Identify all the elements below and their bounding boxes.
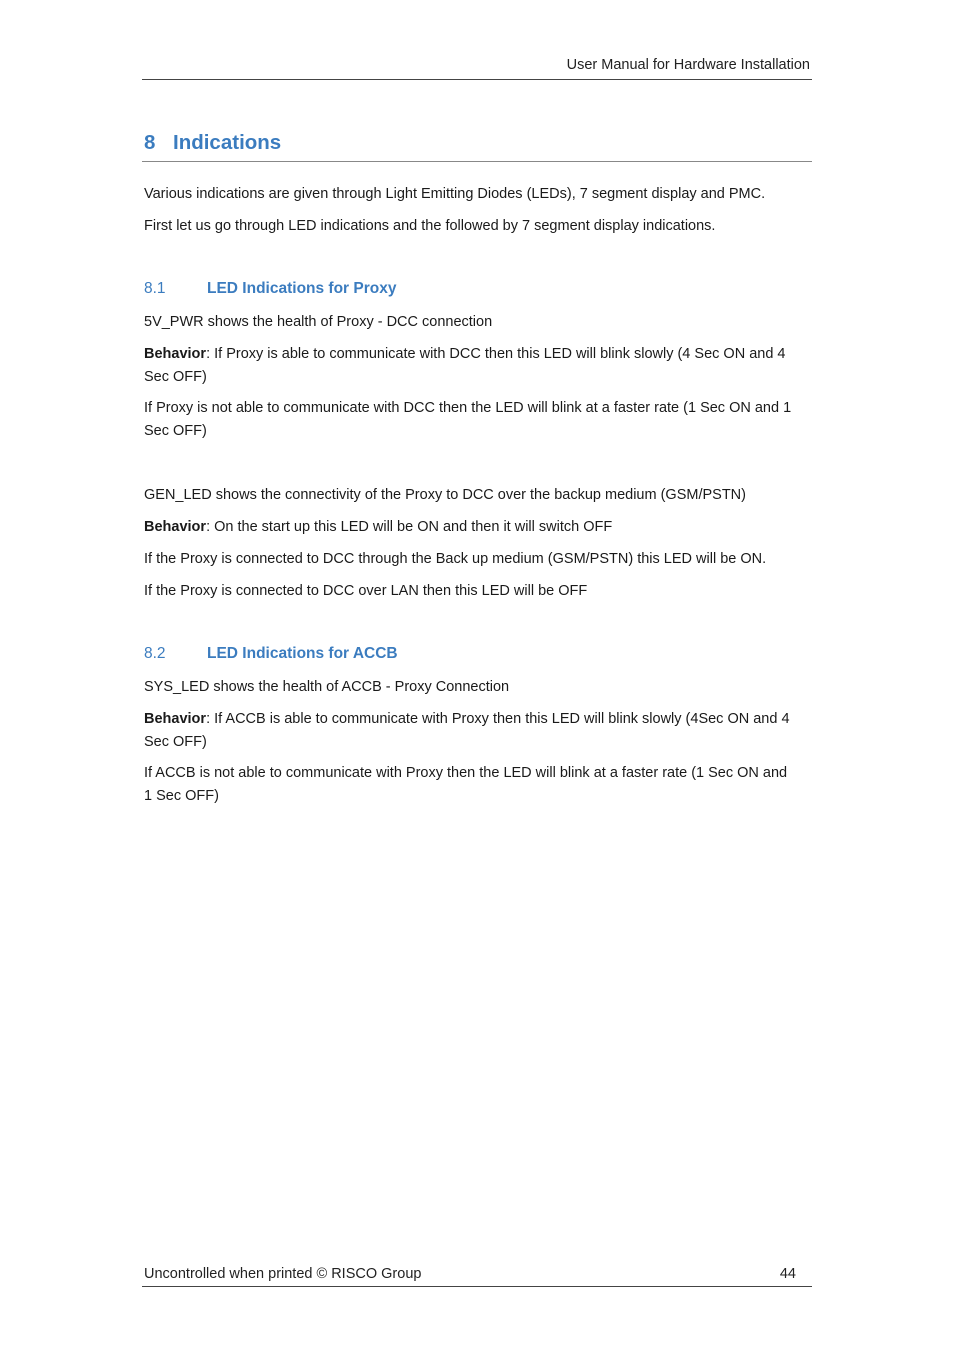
behavior-label: Behavior — [144, 711, 207, 727]
section-heading-8-2 — [144, 645, 398, 663]
section-number: 8.2 — [144, 645, 166, 662]
behavior-label: Behavior — [144, 519, 207, 535]
behavior-label: Behavior — [144, 346, 207, 362]
chapter-rule — [142, 161, 812, 162]
paragraph-text: If ACCB is not able to communicate with Proxy then the LED will blink at a faster rate (1 Sec ON and — [144, 765, 788, 781]
paragraph — [144, 343, 812, 389]
section-number: 8.1 — [144, 280, 166, 297]
header-rule — [142, 79, 812, 80]
section-heading-8-1 — [144, 280, 396, 298]
paragraph — [144, 516, 812, 539]
paragraph-text: : On the start up this LED will be ON and then it will switch OFF — [206, 519, 613, 535]
paragraph-text: Sec OFF) — [144, 734, 207, 750]
chapter-title: Indications — [173, 131, 282, 154]
chapter-heading — [144, 131, 281, 155]
paragraph — [144, 397, 812, 443]
paragraph — [144, 762, 812, 808]
paragraph-text: Sec OFF) — [144, 369, 207, 385]
paragraph-text: 1 Sec OFF) — [144, 788, 219, 804]
header-title: User Manual for Hardware Installation — [566, 57, 810, 73]
paragraph: SYS_LED shows the health of ACCB - Proxy Connection — [144, 679, 510, 695]
paragraph: 5V_PWR shows the health of Proxy - DCC connection — [144, 314, 493, 330]
page-number: 44 — [779, 1266, 796, 1282]
chapter-number: 8 — [144, 131, 156, 154]
footer-copyright: Uncontrolled when printed © RISCO Group — [144, 1266, 422, 1282]
paragraph — [144, 708, 812, 754]
intro-paragraph-2: First let us go through LED indications and the followed by 7 segment display indications. — [144, 218, 716, 234]
paragraph-text: If Proxy is not able to communicate with DCC then the LED will blink at a faster rate (1 Sec ON and 1 — [144, 400, 792, 416]
paragraph-text: : If ACCB is able to communicate with Proxy then this LED will blink slowly (4Sec ON and 4 — [206, 711, 790, 727]
section-title: LED Indications for ACCB — [207, 645, 398, 662]
section-title: LED Indications for Proxy — [207, 280, 397, 297]
paragraph: If the Proxy is connected to DCC through the Back up medium (GSM/PSTN) this LED will be ON. — [144, 551, 767, 567]
footer-rule — [142, 1286, 812, 1287]
paragraph: GEN_LED shows the connectivity of the Proxy to DCC over the backup medium (GSM/PSTN) — [144, 487, 746, 503]
intro-paragraph-1: Various indications are given through Light Emitting Diodes (LEDs), 7 segment display and PMC. — [144, 186, 766, 202]
paragraph-text: : If Proxy is able to communicate with DCC then this LED will blink slowly (4 Sec ON and 4 — [206, 346, 786, 362]
paragraph: If the Proxy is connected to DCC over LAN then this LED will be OFF — [144, 583, 588, 599]
paragraph-text: Sec OFF) — [144, 423, 207, 439]
